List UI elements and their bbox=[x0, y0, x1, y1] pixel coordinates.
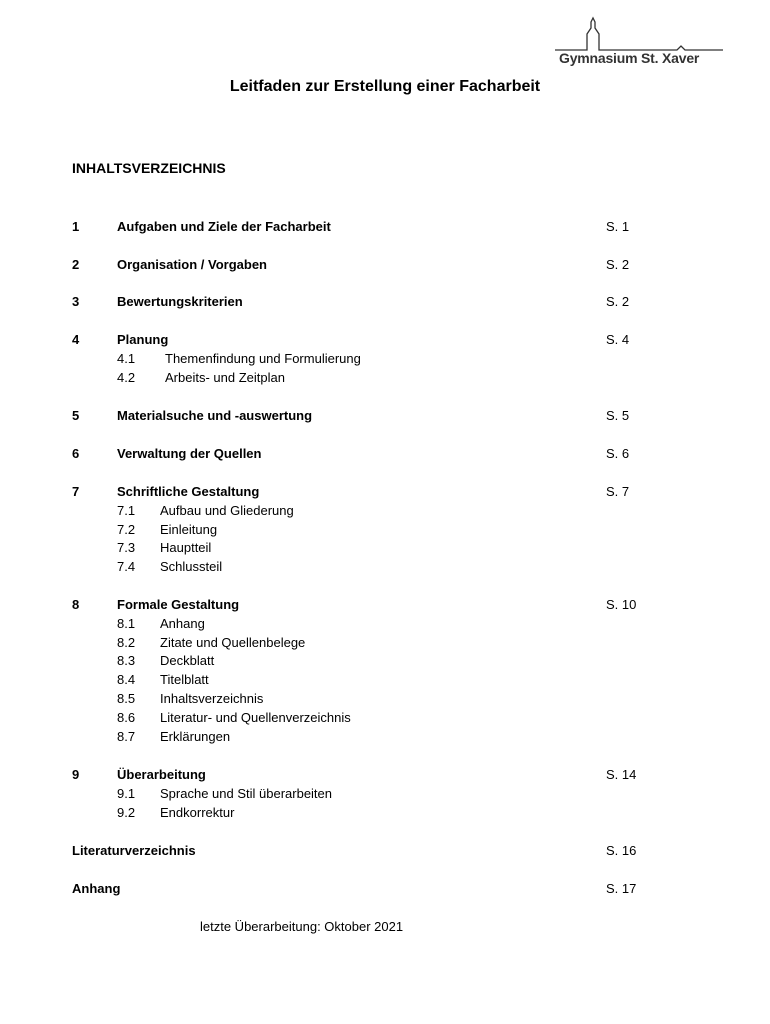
toc-subentry-number: 7.2 bbox=[117, 521, 136, 537]
toc-entry-number: 2 bbox=[72, 257, 80, 272]
toc-entry-label: Organisation / Vorgaben bbox=[117, 257, 268, 272]
toc-subentry-label: Inhaltsverzeichnis bbox=[160, 691, 264, 706]
logo-text: Gymnasium St. Xaver bbox=[559, 50, 700, 66]
toc-subentry-label: Endkorrektur bbox=[160, 804, 235, 820]
toc-subentry-number: 4.2 bbox=[117, 369, 136, 385]
toc-entry-label: Materialsuche und -auswertung bbox=[117, 408, 313, 423]
toc-subentry-number: 9.1 bbox=[117, 785, 136, 801]
toc-entry-number: 6 bbox=[72, 446, 80, 461]
toc-entry-label: Planung bbox=[117, 332, 169, 347]
toc-entry-page: S. 2 bbox=[606, 294, 630, 309]
revision-note: letzte Überarbeitung: Oktober 2021 bbox=[200, 919, 404, 934]
toc-subentry-number: 8.6 bbox=[117, 709, 136, 725]
toc-entry-page: S. 4 bbox=[606, 332, 630, 347]
toc-subentry-label: Erklärungen bbox=[160, 728, 231, 744]
toc-subentry-number: 8.7 bbox=[117, 728, 136, 744]
toc-subentry-number: 8.2 bbox=[117, 634, 136, 650]
toc-subentry-number: 8.4 bbox=[117, 672, 136, 688]
toc-entry-page: S. 7 bbox=[606, 484, 630, 499]
toc-subentry-label: Titelblatt bbox=[160, 672, 209, 688]
toc-entry-label: Literaturverzeichnis bbox=[72, 843, 196, 858]
toc-subentry-number: 7.3 bbox=[117, 540, 136, 556]
toc-entry-number: 7 bbox=[72, 484, 80, 499]
toc-subentry-number: 8.1 bbox=[117, 615, 136, 631]
toc-entry-number: 3 bbox=[72, 294, 80, 309]
toc-entry-number: 9 bbox=[72, 767, 80, 782]
toc-entry-label: Überarbeitung bbox=[117, 767, 206, 782]
toc-subentry-number: 7.1 bbox=[117, 502, 136, 518]
toc-entry-page: S. 17 bbox=[606, 881, 637, 896]
toc-subentry-number: 8.5 bbox=[117, 691, 136, 706]
toc-subentry-label: Hauptteil bbox=[160, 540, 212, 556]
toc-heading: INHALTSVERZEICHNIS bbox=[72, 160, 226, 176]
toc-entry-label: Bewertungskriterien bbox=[117, 294, 243, 309]
toc-entry-page: S. 16 bbox=[606, 843, 637, 858]
school-logo bbox=[555, 16, 725, 72]
toc-subentry-label: Sprache und Stil überarbeiten bbox=[160, 785, 333, 801]
toc-subentry-number: 4.1 bbox=[117, 350, 136, 366]
toc-subentry-number: 8.3 bbox=[117, 653, 136, 669]
toc-entry-number: 8 bbox=[72, 597, 80, 612]
toc-subentry-label: Zitate und Quellenbelege bbox=[160, 634, 306, 650]
toc-entry-label: Formale Gestaltung bbox=[117, 597, 240, 612]
toc-entry-page: S. 14 bbox=[606, 767, 637, 782]
toc-entry-label: Anhang bbox=[72, 881, 121, 896]
toc-subentry-label: Aufbau und Gliederung bbox=[160, 502, 294, 518]
toc-subentry-label: Deckblatt bbox=[160, 653, 215, 669]
document-title: Leitfaden zur Erstellung einer Facharbeit bbox=[229, 78, 541, 95]
toc-entry-label: Aufgaben und Ziele der Facharbeit bbox=[117, 219, 331, 234]
toc-entry-number: 1 bbox=[72, 219, 80, 234]
toc-entry-label: Verwaltung der Quellen bbox=[117, 446, 262, 461]
toc-subentry-label: Themenfindung und Formulierung bbox=[165, 350, 361, 366]
toc-entry-page: S. 10 bbox=[606, 597, 637, 612]
toc-subentry-label: Anhang bbox=[160, 615, 205, 631]
toc-subentry-number: 7.4 bbox=[117, 559, 136, 575]
toc-subentry-label: Literatur- und Quellenverzeichnis bbox=[160, 709, 351, 725]
toc-entry-page: S. 2 bbox=[606, 257, 630, 272]
toc-subentry-number: 9.2 bbox=[117, 804, 136, 820]
toc-entry-label: Schriftliche Gestaltung bbox=[117, 484, 260, 499]
toc-entry-number: 5 bbox=[72, 408, 80, 423]
toc-subentry-label: Einleitung bbox=[160, 521, 218, 537]
toc-subentry-label: Schlussteil bbox=[160, 559, 223, 575]
toc-entry-page: S. 6 bbox=[606, 446, 630, 461]
toc-entry-page: S. 1 bbox=[606, 219, 630, 234]
toc-entry-page: S. 5 bbox=[606, 408, 630, 423]
toc-subentry-label: Arbeits- und Zeitplan bbox=[165, 369, 285, 385]
toc-entry-number: 4 bbox=[72, 332, 80, 347]
